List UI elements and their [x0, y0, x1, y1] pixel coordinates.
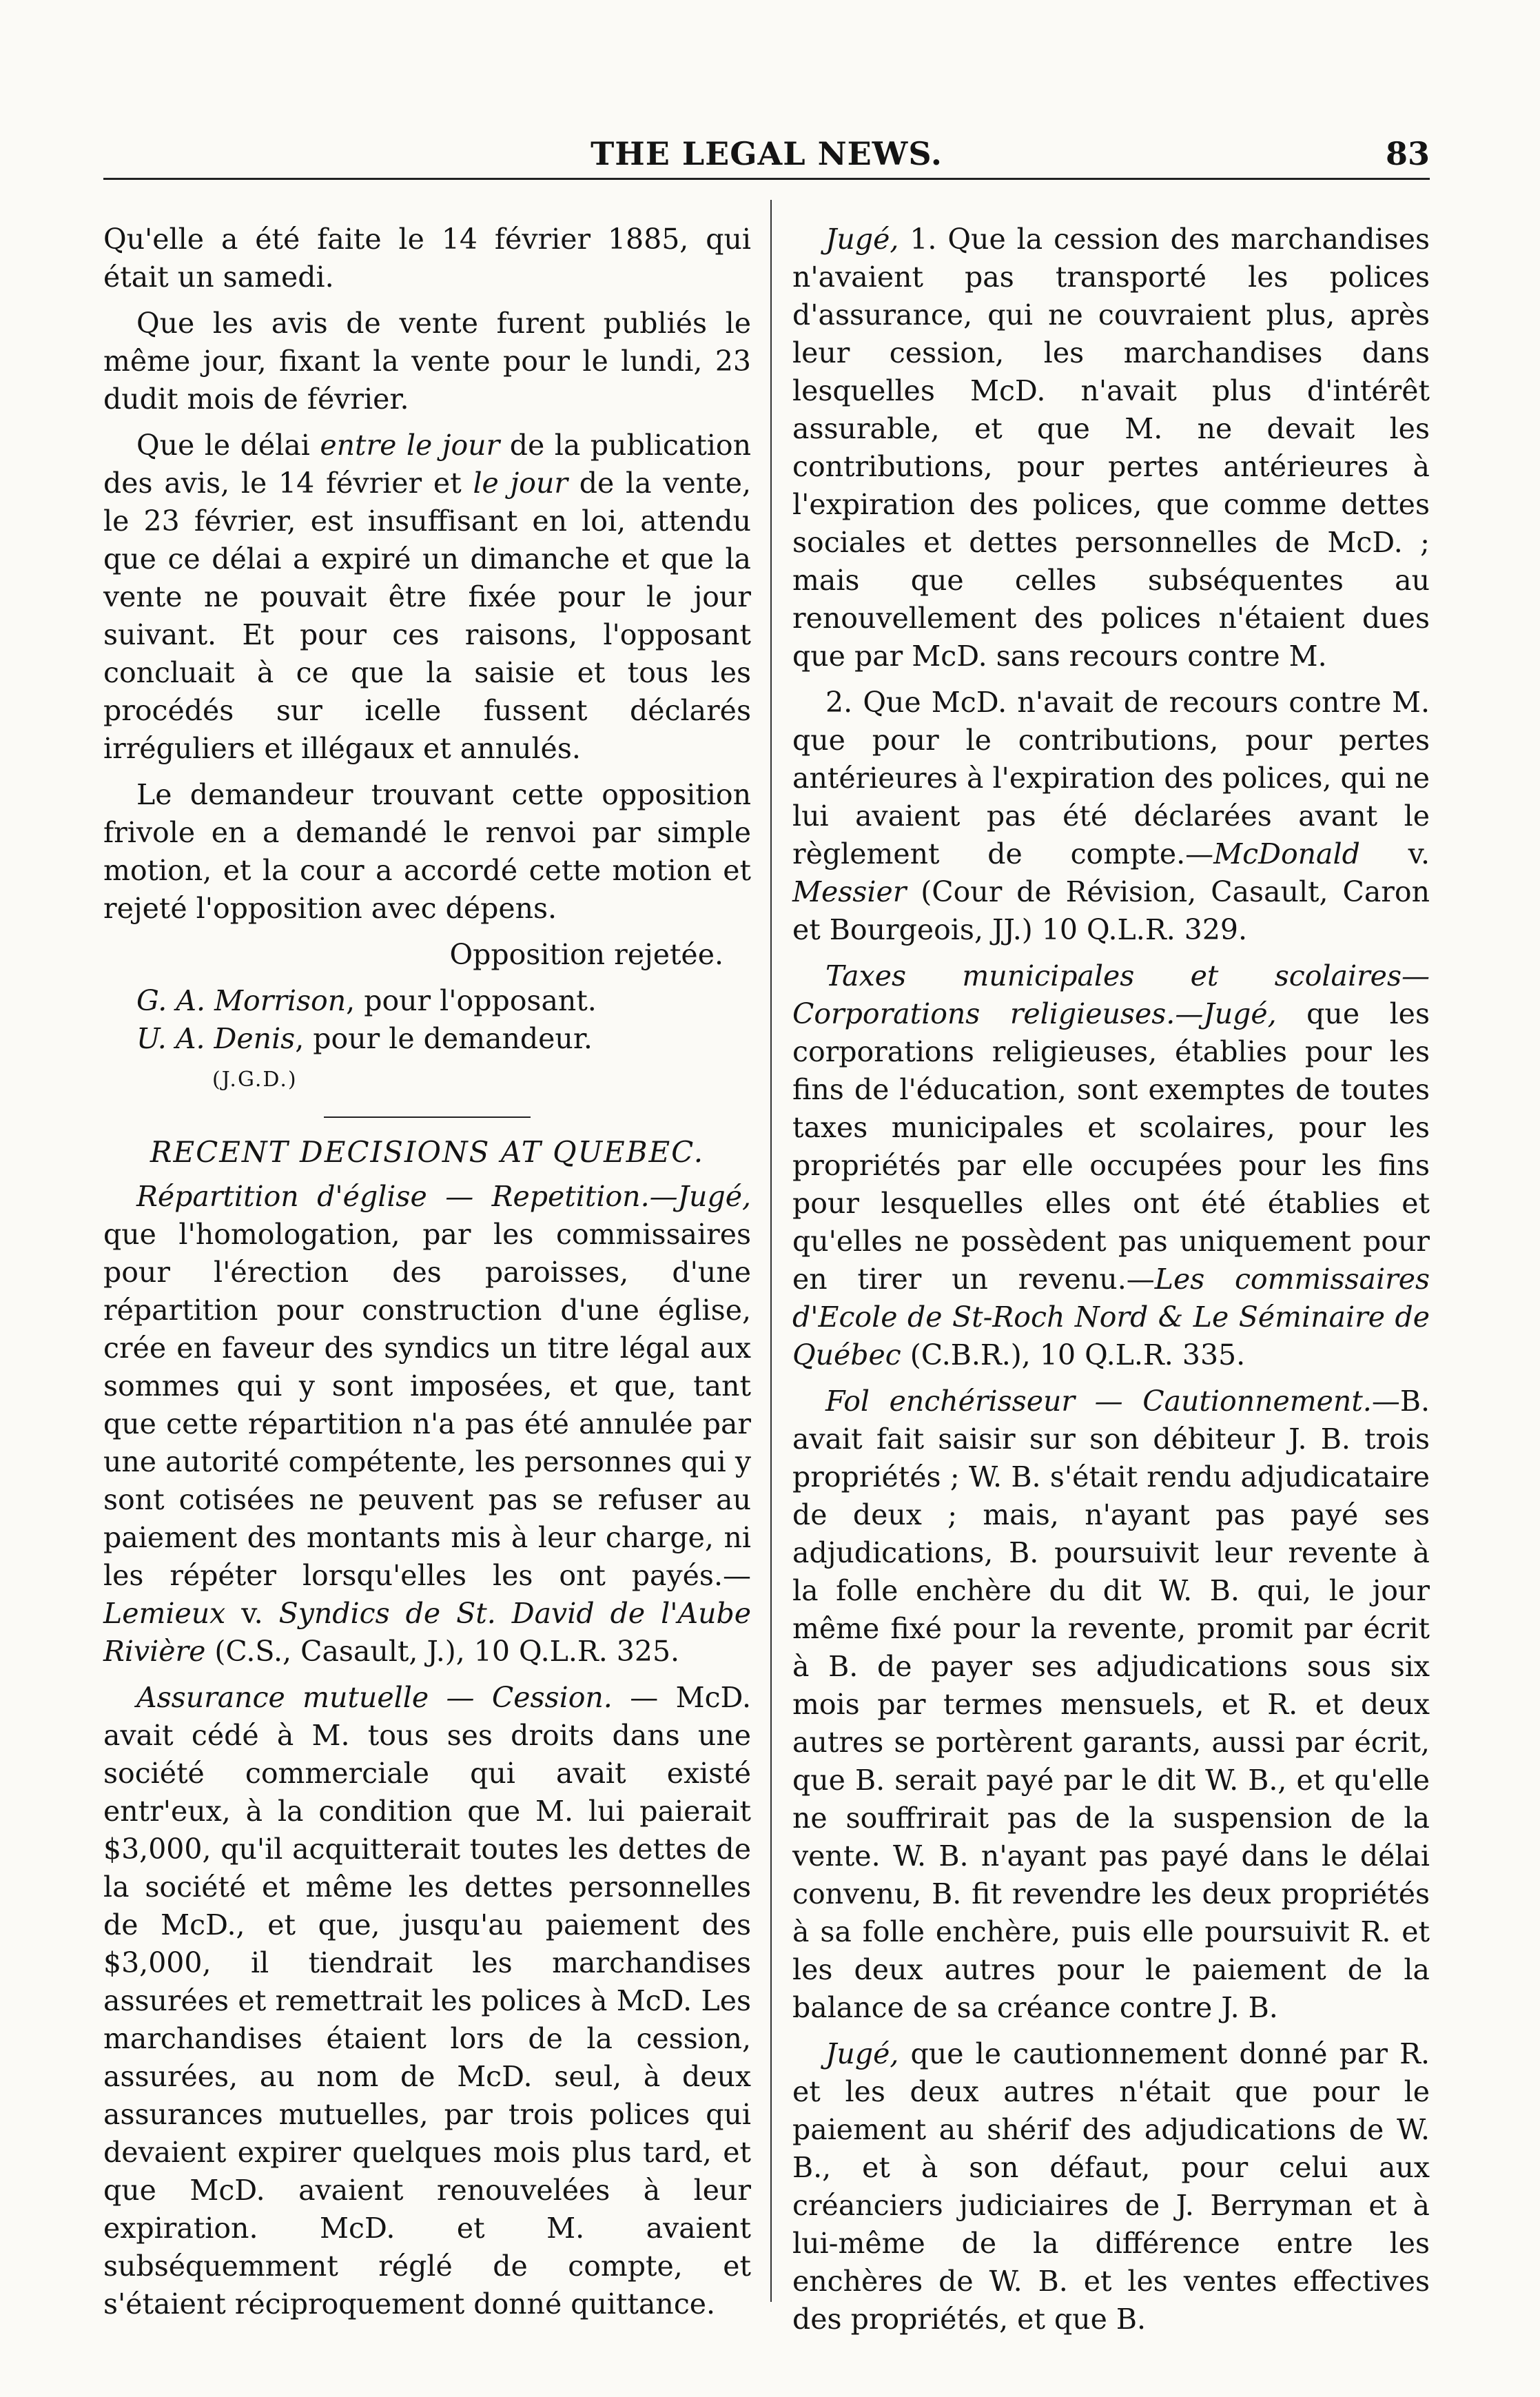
running-header: [103, 135, 1430, 176]
section-rule: [324, 1116, 531, 1118]
journal-title: THE LEGAL NEWS.: [591, 135, 943, 172]
right-column: [792, 221, 1430, 2357]
case-paragraph: Jugé, 1. Que la cession des marchandises n'avaient pas transporté les polices d'assurance, qui ne couvraient plus, après leur cession, les marchandises dans lesquelles McD. n'avait plus d'intérêt assurable, et que M. ne devait les contributions, pour pertes antérieures à l'expiration des polices, que comme dettes sociales et dettes personnelles de McD. ; mais que celles subséquentes au renouvellement des polices n'étaient dues que par McD. sans recours contre M.: [792, 223, 1430, 673]
counsel-line: G. A. Morrison, pour l'opposant.: [136, 984, 597, 1017]
reporter-initials: (J.G.D.): [212, 1068, 298, 1092]
counsel-line: U. A. Denis, pour le demandeur.: [136, 1022, 593, 1055]
page-number: 83: [1385, 135, 1430, 172]
case-paragraph: Fol enchérisseur — Cautionnement.—B. avait fait saisir sur son débiteur J. B. trois propriétés ; W. B. s'était rendu adjudicataire de deux ; mais, n'ayant pas payé ses adjudications, B. poursuivit leur revente à la folle enchère du dit W. B. qui, le jour même fixé pour la revente, promit par écrit à B. de payer ses adjudications sous six mois par termes mensuels, et R. et deux autres se portèrent garants, aussi par écrit, que B. serait payé par le dit W. B., et qu'elle ne souffrirait pas de la suspension de la vente. W. B. n'ayant pas payé dans le délai convenu, B. fit revendre les deux propriétés à sa folle enchère, puis elle poursuivit R. et les deux autres pour le paiement de la balance de sa créance contre J. B.: [792, 1385, 1430, 2024]
case-paragraph: 2. Que McD. n'avait de recours contre M. que pour le contributions, pour pertes antérieures à l'expiration des polices, qui ne lui avaient pas été déclarées avant le règlement de compte.—McDonald v. Messier (Cour de Révision, Casault, Caron et Bourgeois, JJ.) 10 Q.L.R. 329.: [792, 686, 1430, 946]
case-paragraph: Jugé, que le cautionnement donné par R. et les deux autres n'était que pour le paiement au shérif des adjudications de W. B., et à son défaut, pour celui aux créanciers judiciaires de J. Berryman et à lui-même de la différence entre les enchères de W. B. et les ventes effectives des propriétés, et que B.: [792, 2037, 1430, 2336]
header-rule: [103, 178, 1430, 180]
paragraph: Que les avis de vente furent publiés le même jour, fixant la vente pour le lundi, 23 dudit mois de février.: [103, 307, 751, 416]
paragraph: Que le délai entre le jour de la publication des avis, le 14 février et le jour de la vente, le 23 février, est insuffisant en loi, attendu que ce délai a expiré un dimanche et que la vente ne pouvait être fixée pour le jour suivant. Et pour ces raisons, l'opposant concluait à ce que la saisie et tous les procédés sur icelle fussent déclarés irréguliers et illégaux et annulés.: [103, 429, 751, 765]
paragraph: Le demandeur trouvant cette opposition frivole en a demandé le renvoi par simple motion, et la cour a accordé cette motion et rejeté l'opposition avec dépens.: [103, 778, 751, 925]
section-heading: RECENT DECISIONS AT QUEBEC.: [150, 1135, 705, 1169]
case-paragraph: Taxes municipales et scolaires—Corporations religieuses.—Jugé, que les corporations religieuses, établies pour les fins de l'éducation, sont exemptes de toutes taxes municipales et scolaires, pour les propriétés par elle occupées pour les fins pour lesquelles elles ont été établies et qu'elles ne possèdent pas uniquement pour en tirer un revenu.—Les commissaires d'Ecole de St-Roch Nord & Le Séminaire de Québec (C.B.R.), 10 Q.L.R. 335.: [792, 959, 1430, 1371]
case-paragraph: Répartition d'église — Repetition.—Jugé, que l'homologation, par les commissaires pour l'érection des paroisses, d'une répartition pour construction d'une église, crée en faveur des syndics un titre légal aux sommes qui y sont imposées, et que, tant que cette répartition n'a pas été annulée par une autorité compétente, les personnes qui y sont cotisées ne peuvent pas se refuser au paiement des montants mis à leur charge, ni les répéter lorsqu'elles les ont payés.—Lemieux v. Syndics de St. David de l'Aube Rivière (C.S., Casault, J.), 10 Q.L.R. 325.: [103, 1180, 751, 1668]
case-paragraph: Assurance mutuelle — Cession. — McD. avait cédé à M. tous ses droits dans une société commerciale qui avait existé entr'eux, à la condition que M. lui paierait $3,000, qu'il acquitterait toutes les dettes de la société et même les dettes personnelles de McD., et que, jusqu'au paiement des $3,000, il tiendrait les marchandises assurées et remettrait les polices à McD. Les marchandises étaient lors de la cession, assurées, au nom de McD. seul, à deux assurances mutuelles, par trois polices qui devaient expirer quelques mois plus tard, et que McD. avaient renouvelées à leur expiration. McD. et M. avaient subséquemment réglé de compte, et s'étaient réciproquement donné quittance.: [103, 1681, 751, 2320]
paragraph: Qu'elle a été faite le 14 février 1885, qui était un samedi.: [103, 223, 751, 294]
column-divider: [770, 200, 772, 2302]
judgment-result: Opposition rejetée.: [449, 938, 723, 971]
left-column: [103, 221, 751, 2357]
